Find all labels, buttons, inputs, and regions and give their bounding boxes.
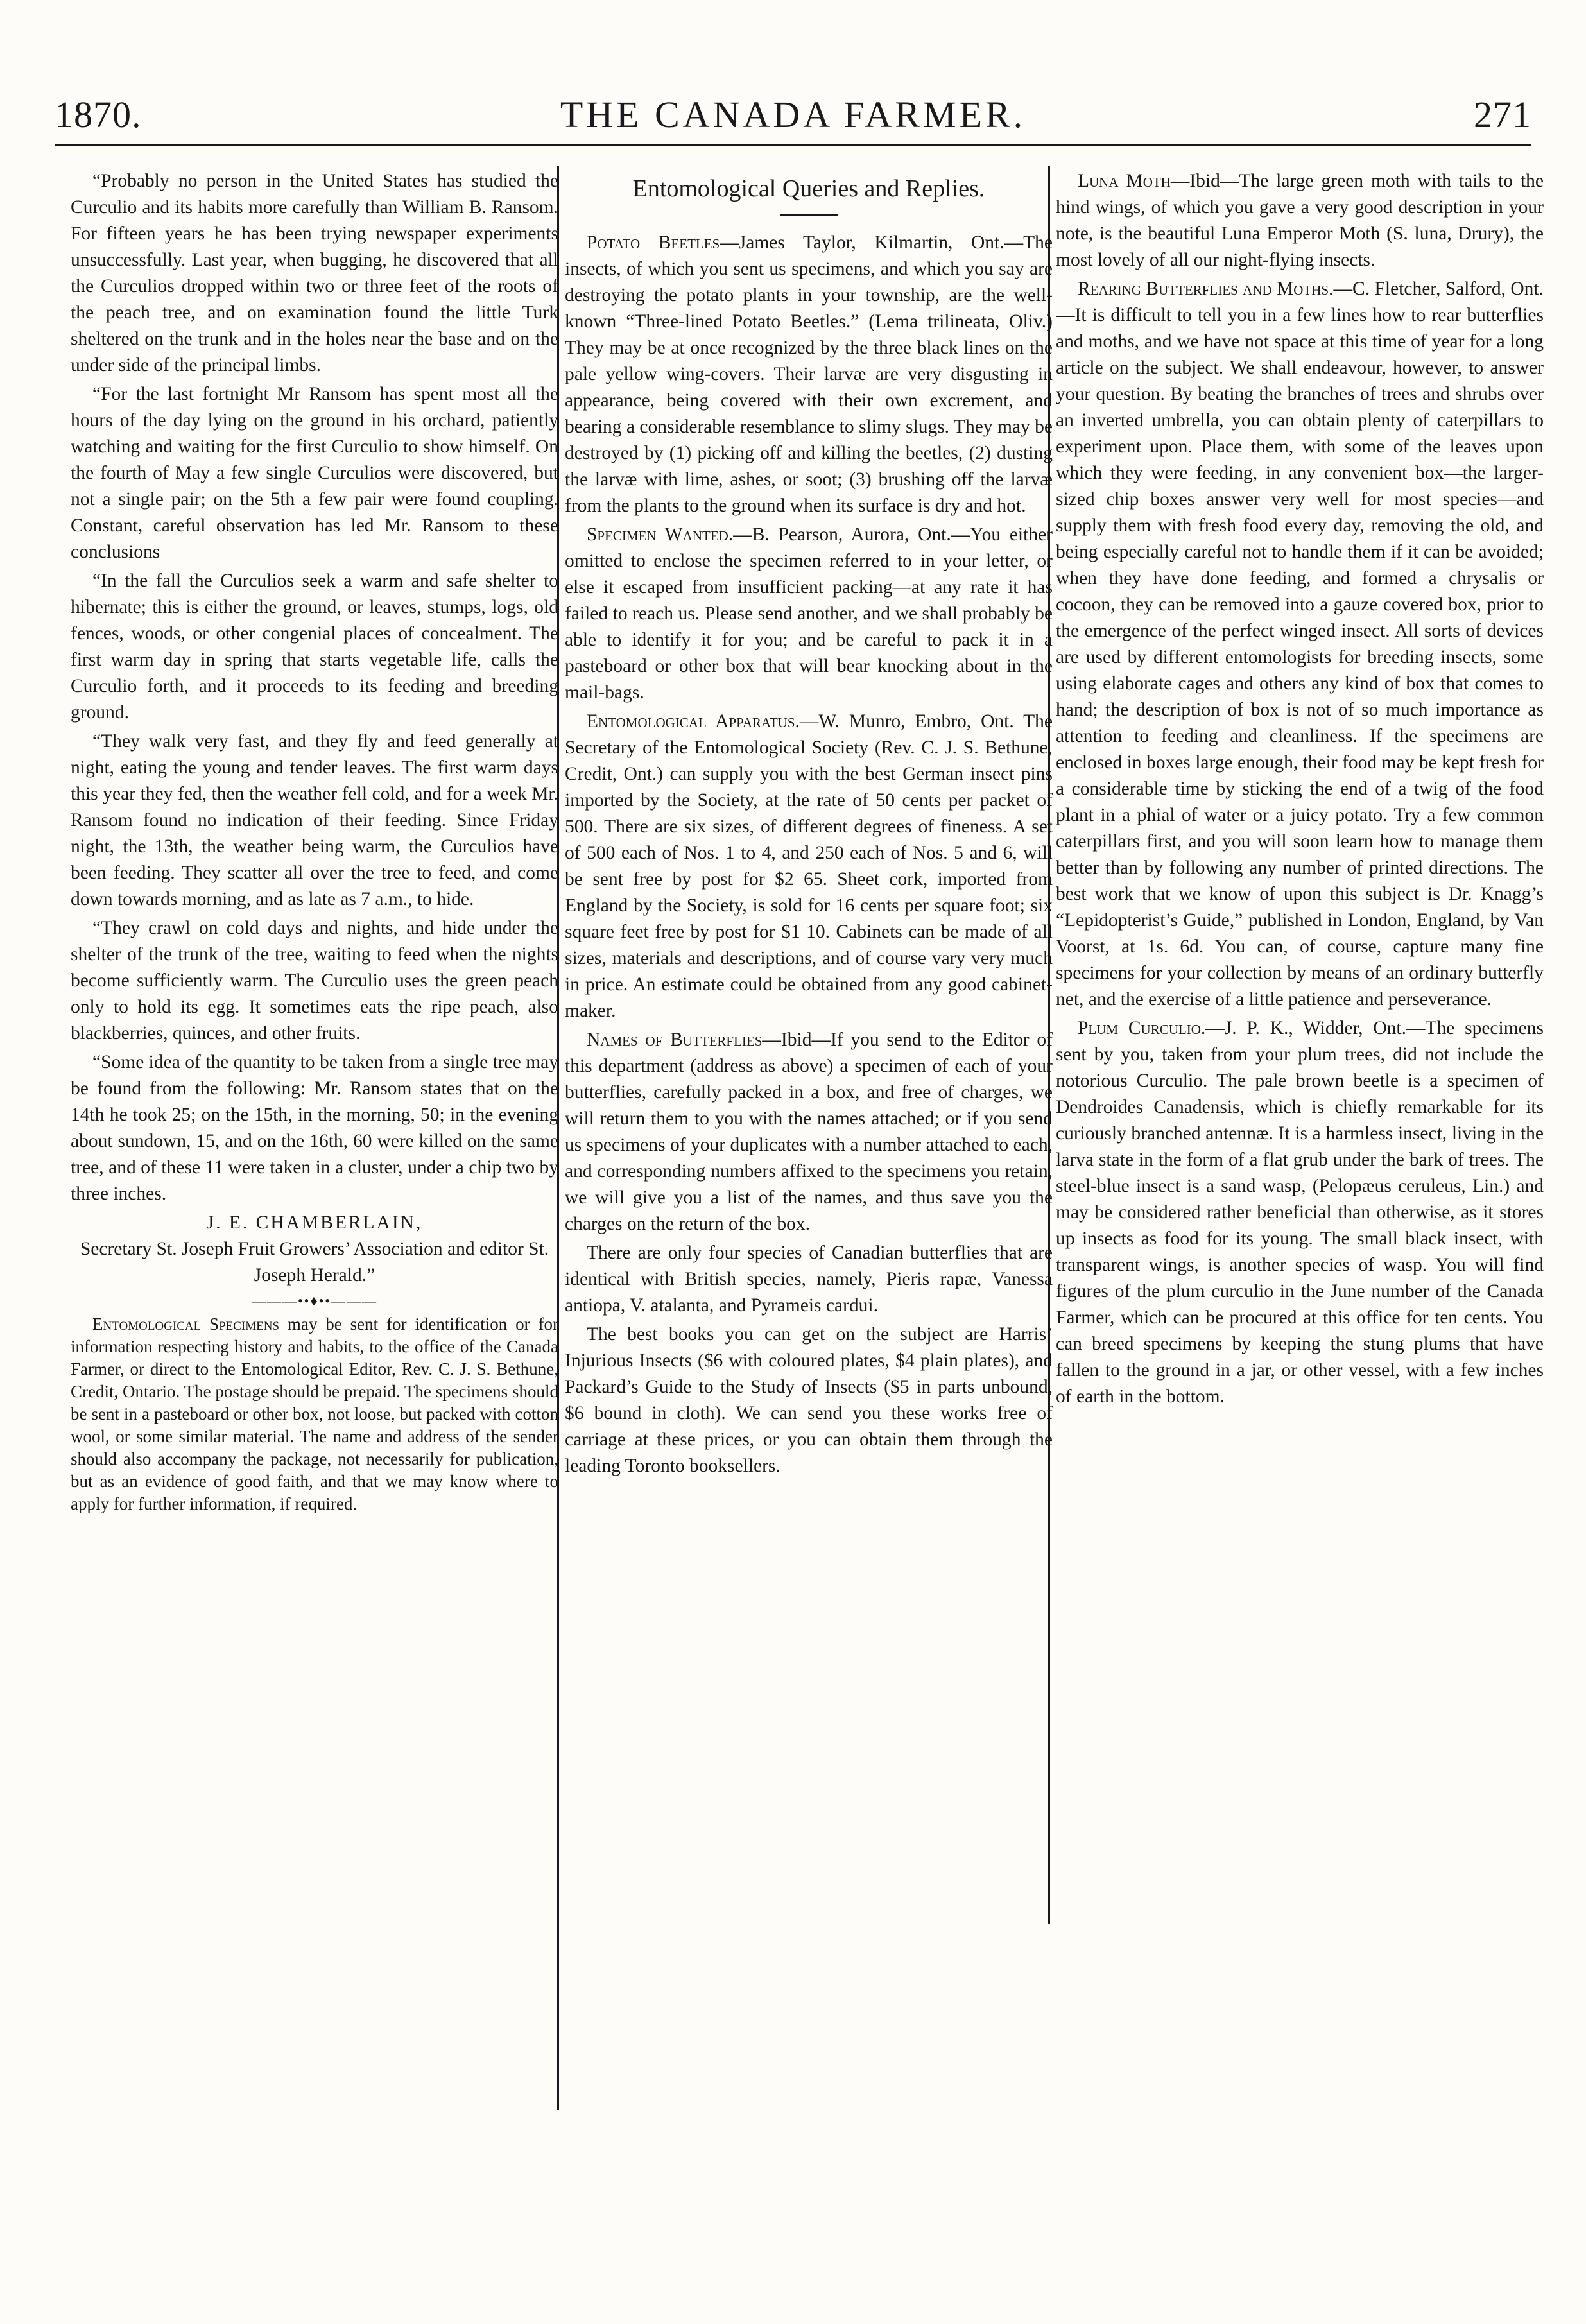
notice-lead: Entomological Specimens <box>92 1314 280 1334</box>
query-lead: Names of Butterflies <box>587 1029 763 1050</box>
query-reply <box>1056 1015 1544 1410</box>
query-lead: Entomological Apparatus <box>587 711 795 732</box>
query-reply <box>565 230 1053 519</box>
column-3 <box>1056 168 1544 1914</box>
masthead <box>55 82 1531 146</box>
masthead-year: 1870. <box>55 94 142 135</box>
notice-body: may be sent for identification or for information respecting history and habits, to the office of the Canada Farmer, or direct to the Entomological Editor, Rev. C. J. S. Bethune, Credit, Ontario. The postage should be prepaid. The specimens should be sent in a pasteboard or other box, not loose, but packed with cotton wool, or some similar material. The name and address of the sender should also accompany the package, not necessarily for publication, but as an evidence of good faith, and that we may know where to apply for further information, if required. <box>71 1314 558 1513</box>
query-body: —Ibid—The large green moth with tails to the hind wings, of which you gave a very good description in your note, is the beautiful Luna Emperor Moth (S. luna, Drury), the most lovely of all our night-flying insects. <box>1056 171 1544 270</box>
article-paragraph: “For the last fortnight Mr Ransom has spent most all the hours of the day lying on the ground in his orchard, patiently watching and waiting for the first Curculio to show himself. On the fourth of May a few single Curculios were discovered, but not a single pair; on the 5th a few pair were found coupling. Constant, careful observation has led Mr. Ransom to these conclusions <box>71 384 558 562</box>
query-body: .—W. Munro, Embro, Ont. The Secretary of the Entomological Society (Rev. C. J. S. Bethune, Credit, Ont.) can supply you with the best German insect pins imported by the Society, at the rate of 50 cents per packet of 500. There are six sizes, of different degrees of fineness. A set of 500 each of Nos. 1 to 4, and 250 each of Nos. 5 and 6, will be sent free by post for $2 65. Sheet cork, imported from England by the Society, is sold for 16 cents per square foot; six square feet free by post for $1 10. Cabinets can be made of all sizes, materials and descriptions, and of course vary very much in price. An estimate could be obtained from any good cabinet-maker. <box>565 711 1053 1021</box>
query-lead: Luna Moth <box>1078 171 1171 191</box>
query-lead: Rearing Butterflies and Moths <box>1078 279 1329 299</box>
column-2 <box>565 168 1053 1901</box>
section-heading: Entomological Queries and Replies. <box>632 175 985 202</box>
article-paragraph: “They walk very fast, and they fly and feed generally at night, eating the young and tender leaves. The first warm days this year they fed, then the weather fell cold, and for a week Mr. Ransom found no indication of their feeding. Since Friday night, the 13th, the weather being warm, the Curculios have been feeding. They scatter all over the tree to feed, and come down towards morning, and as late as 7 a.m., to hide. <box>71 731 558 909</box>
article-paragraph: There are only four species of Canadian butterflies that are identical with British species, namely, Pieris rapæ, Vanessa antiopa, V. atalanta, and Pyrameis cardui. <box>565 1243 1053 1316</box>
query-lead: Specimen Wanted <box>587 524 728 545</box>
masthead-title: THE CANADA FARMER. <box>560 94 1026 135</box>
query-reply <box>565 1027 1053 1237</box>
query-reply <box>565 709 1053 1024</box>
query-body: —Ibid—If you send to the Editor of this department (address as above) a specimen of each of your butterflies, carefully packed in a box, and free of charges, we will return them to you with the names attached; or if you send us specimens of your duplicates with a number attached to each, and corresponding numbers affixed to the specimens you retain, we will give you a list of the names, and thus save you the charges on the return of the box. <box>565 1029 1053 1234</box>
article-paragraph: “Probably no person in the United States has studied the Curculio and its habits more carefully than William B. Ransom. For fifteen years he has been trying newspaper experiments unsuccessfully. Last year, when bugging, he discovered that all the Curculios dropped within two or three feet of the roots of the peach tree, and on examination found the little Turk sheltered on the trunk and in the holes near the base and on the under side of the principal limbs. <box>71 171 558 375</box>
heading-rule <box>780 214 838 216</box>
article-paragraph: “Some idea of the quantity to be taken from a single tree may be found from the following: Mr. Ransom states that on the 14th he took 25; on the 15th, in the morning, 50; in the evening about sundown, 15, and on the 16th, 60 were killed on the same tree, and of these 11 were taken in a cluster, under a chip two by three inches. <box>71 1052 558 1204</box>
section-ornament: ———••♦••——— <box>251 1293 378 1309</box>
query-lead: Potato Beetles <box>587 232 720 253</box>
query-body: .—J. P. K., Widder, Ont.—The specimens sent by you, taken from your plum trees, did not include the notorious Curculio. The pale brown beetle is a specimen of Dendroides Canadensis, which is chiefly remarkable for its curiously branched antennæ. It is a harmless insect, living in the larva state in the form of a flat grub under the bark of trees. The steel-blue insect is a sand wasp, (Pelopæus ceruleus, Lin.) and may be considered rather beneficial than otherwise, as it stores up insects as food for its young. The small black insect, with transparent wings, is another species of wasp. You will find figures of the plum curculio in the June number of the Canada Farmer, which can be procured at this office for ten cents. You can breed specimens by keeping the stung plums that have fallen to the ground in a jar, or other vessel, with a few inches of earth in the bottom. <box>1056 1018 1544 1407</box>
article-paragraph: The best books you can get on the subject are Harris’ Injurious Insects ($6 with coloured plates, $4 plain plates), and Packard’s Guide to the Study of Insects ($5 in parts unbound, $6 bound in cloth). We can send you these works free of carriage at these prices, or you can obtain them through the leading Toronto booksellers. <box>565 1324 1053 1476</box>
signature-title: Secretary St. Joseph Fruit Growers’ Association and editor St. Joseph Herald.” <box>80 1239 549 1286</box>
column-1 <box>71 168 558 2106</box>
query-body: .—C. Fletcher, Salford, Ont.—It is difficult to tell you in a few lines how to rear butterflies and moths, and we have not space at this time of year for a long article on the subject. We shall endeavour, however, to answer your question. By beating the branches of trees and shrubs over an inverted umbrella, you can obtain plenty of caterpillars to experiment upon. Place them, with some of the leaves upon which they were feeding, in any convenient box—the larger-sized chip boxes answer very well for most species—and supply them with fresh food every day, removing the old, and being especially careful not to handle them if it can be avoided; when they have done feeding, and formed a chrysalis or cocoon, they can be removed into a gauze covered box, prior to the emergence of the perfect winged insect. All sorts of devices are used by different entomologists for breeding insects, some using elaborate cages and others any kind of box that comes to hand; the description of box is not of so much importance as attention to feeding and cleanliness. If the specimens are enclosed in boxes large enough, their food may be kept fresh for a considerable time by sticking the end of a twig of the food plant in a phial of water or a juicy potato. Try a few common caterpillars first, and you will soon learn how to manage them better than by following any number of printed directions. The best work that we know of upon this subject is Dr. Knagg’s “Lepidopterist’s Guide,” published in London, England, by Van Voorst, at 1s. 6d. You can, of course, capture many fine specimens for your collection by means of an ordinary butterfly net, and the exercise of a little patience and perseverance. <box>1056 279 1544 1010</box>
article-paragraph: “They crawl on cold days and nights, and hide under the shelter of the trunk of the tree, waiting to feed when the nights become sufficiently warm. The Curculio uses the green peach only to hold its egg. It sometimes eats the ripe peach, also blackberries, quinces, and other fruits. <box>71 918 558 1044</box>
article-paragraph: “In the fall the Curculios seek a warm and safe shelter to hibernate; this is either the ground, or leaves, stumps, logs, old fences, woods, or other congenial places of concealment. The first warm day in spring that starts vegetable life, calls the Curculio forth, and it proceeds to its feeding and breeding ground. <box>71 571 558 723</box>
query-body: —James Taylor, Kilmartin, Ont.—The insects, of which you sent us specimens, and which you say are destroying the potato plants in your township, are the well-known “Three-lined Potato Beetles.” (Lema trilineata, Oliv.) They may be at once recognized by the three black lines on the pale yellow wing-covers. Their larvæ are very disgusting in appearance, being covered with their own excrement, and bearing a considerable resemblance to slimy slugs. They may be destroyed by (1) picking off and killing the beetles, (2) dusting the larvæ with lime, ashes, or soot; (3) brushing off the larvæ from the plants to the ground when its surface is dry and hot. <box>565 232 1053 516</box>
query-reply <box>1056 276 1544 1013</box>
signature-name: J. E. CHAMBERLAIN, <box>206 1212 423 1233</box>
query-body: .—B. Pearson, Aurora, Ont.—You either omitted to enclose the specimen referred to in your letter, or else it escaped from insufficient packing—at any rate it has failed to reach us. Please send another, and we shall probably be able to identify it for you; and be careful to pack it in a pasteboard or other box that will bear knocking about in the mail-bags. <box>565 524 1053 703</box>
masthead-page-number: 271 <box>1474 94 1531 135</box>
query-reply <box>1056 168 1544 273</box>
query-reply <box>565 522 1053 706</box>
query-lead: Plum Curculio <box>1078 1018 1201 1038</box>
specimens-notice <box>71 1313 558 1515</box>
